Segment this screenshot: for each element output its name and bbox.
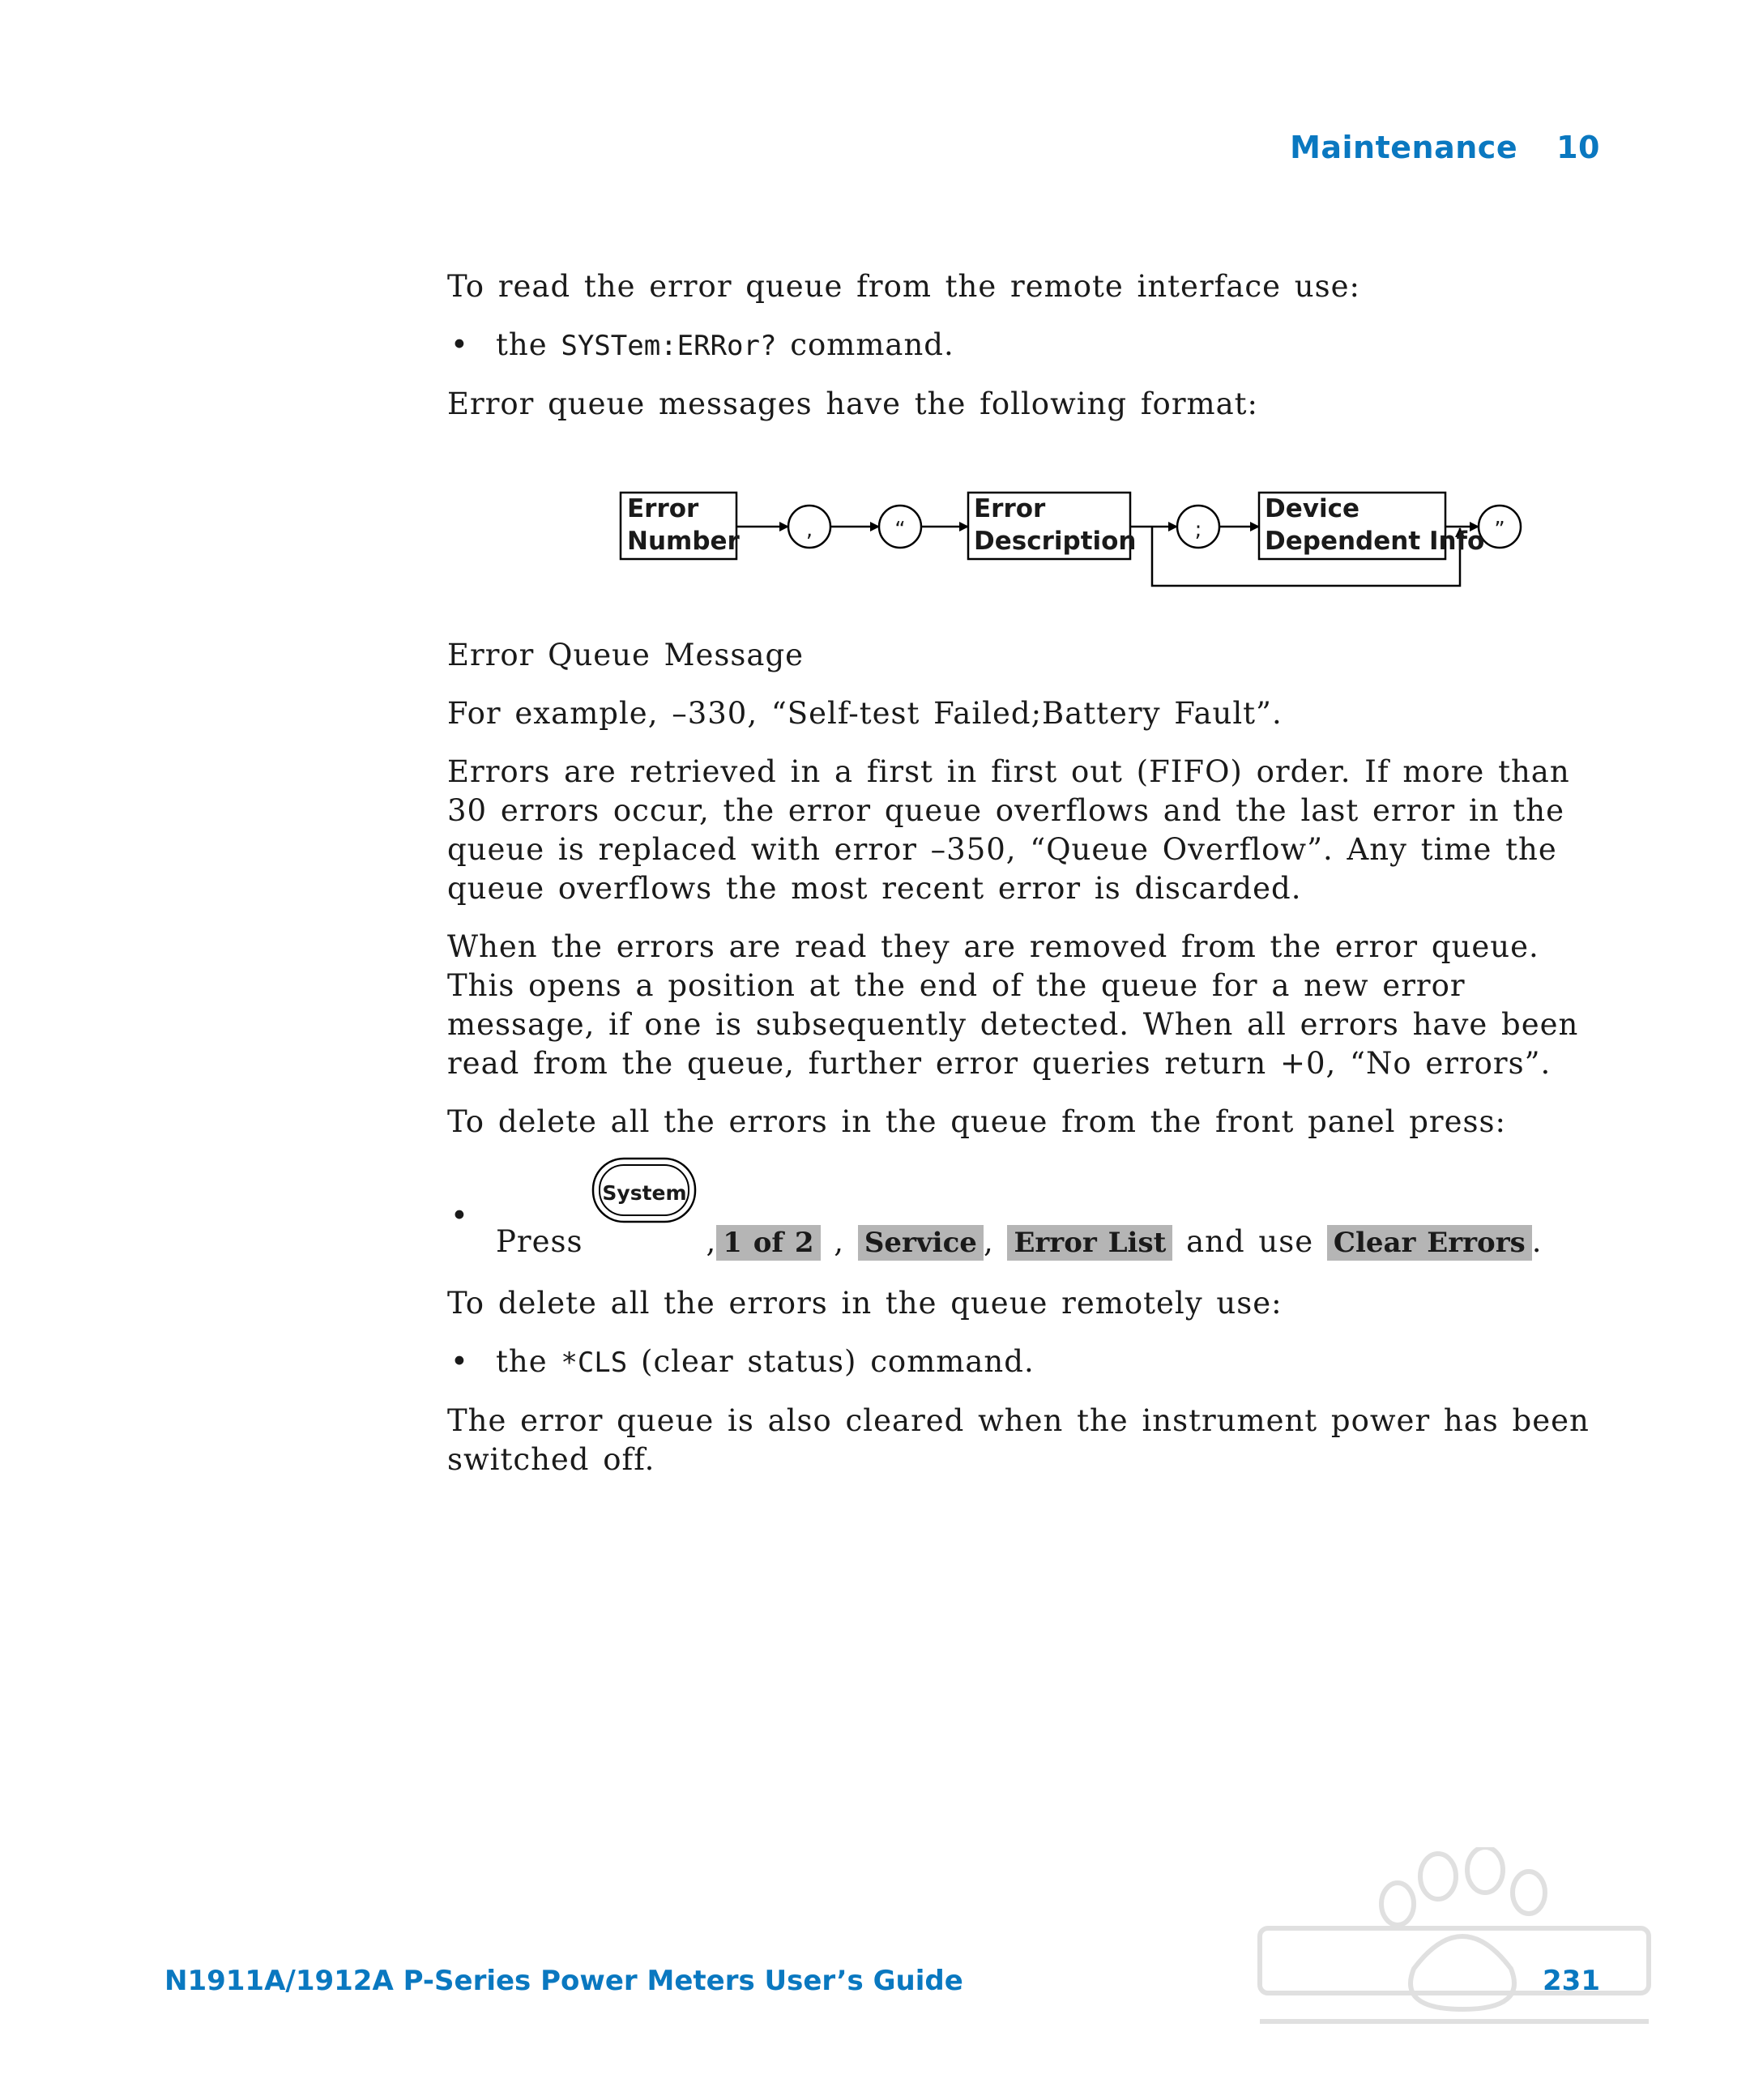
paw-print-icon (1244, 1847, 1665, 2042)
scpi-command: *CLS (561, 1347, 628, 1379)
paragraph-read-error-queue: To read the error queue from the remote interface use: (447, 269, 1360, 304)
chapter-number: 10 (1556, 130, 1600, 165)
bullet-text: Press (496, 1224, 583, 1259)
bullet-system-error-command (447, 326, 1598, 365)
separator: , (706, 1224, 717, 1259)
diagram-caption: Error Queue Message (447, 638, 805, 672)
paragraph-read-removal: When the errors are read they are removed from the error queue. This opens a position at the end of the queue for a new error message, if one is subsequently detected. When all errors have been read from the queue, further error queries return +0, “No errors”. (447, 929, 1579, 1081)
chapter-title: Maintenance (1290, 130, 1518, 165)
paragraph-format-intro: Error queue messages have the following format: (447, 386, 1258, 421)
bullet-cls-command (447, 1342, 1598, 1382)
softkey-clear-errors[interactable]: Clear Errors (1327, 1225, 1532, 1261)
symbol-close-quote: ” (1494, 518, 1505, 542)
bullet-front-panel-keys (447, 1181, 1598, 1265)
bullet-text: command. (776, 327, 954, 362)
label-error-description: Error Description (974, 494, 1137, 556)
paragraph-fifo: Errors are retrieved in a first in first out (FIFO) order. If more than 30 errors occur, the error queue overflows and the last error in the queue is replaced with error –350, “Queue Overflow”. Any time the queue overflows the most recent error is discarded. (447, 754, 1570, 906)
label-device-dependent-info: Device Dependent Info (1265, 494, 1485, 556)
system-hardkey[interactable] (591, 1181, 698, 1265)
symbol-semicolon: ; (1194, 518, 1202, 542)
symbol-comma: , (805, 518, 813, 542)
system-hardkey-label: System (602, 1181, 687, 1205)
bullet-text: the (496, 327, 561, 362)
softkey-error-list[interactable]: Error List (1007, 1225, 1172, 1261)
running-header (1290, 130, 1600, 165)
label-error-number: Error Number (627, 494, 740, 556)
separator: , (820, 1224, 858, 1259)
scpi-command: SYSTem:ERRor? (561, 330, 777, 362)
guide-title: N1911A/1912A P-Series Power Meters User’s Guide (164, 1965, 963, 1997)
baidu-watermark-logo (1244, 1847, 1665, 2045)
bullet-text: (clear status) command. (627, 1344, 1035, 1379)
separator: , (983, 1224, 1008, 1259)
error-queue-diagram (447, 486, 1598, 632)
symbol-open-quote: “ (894, 518, 906, 542)
paragraph-example: For example, –330, “Self-test Failed;Battery Fault”. (447, 696, 1283, 731)
page-content (447, 267, 1598, 1499)
bullet-text: and use (1172, 1224, 1327, 1259)
paragraph-delete-front-panel: To delete all the errors in the queue from the front panel press: (447, 1104, 1506, 1139)
page-number: 231 (1543, 1965, 1600, 1997)
softkey-service[interactable]: Service (858, 1225, 984, 1261)
bullet-text: the (496, 1344, 561, 1379)
softkey-1-of-2[interactable]: 1 of 2 (716, 1225, 820, 1261)
bullet-text: . (1531, 1224, 1543, 1259)
paragraph-power-off: The error queue is also cleared when the instrument power has been switched off. (447, 1403, 1590, 1477)
paragraph-delete-remote: To delete all the errors in the queue remotely use: (447, 1286, 1283, 1321)
